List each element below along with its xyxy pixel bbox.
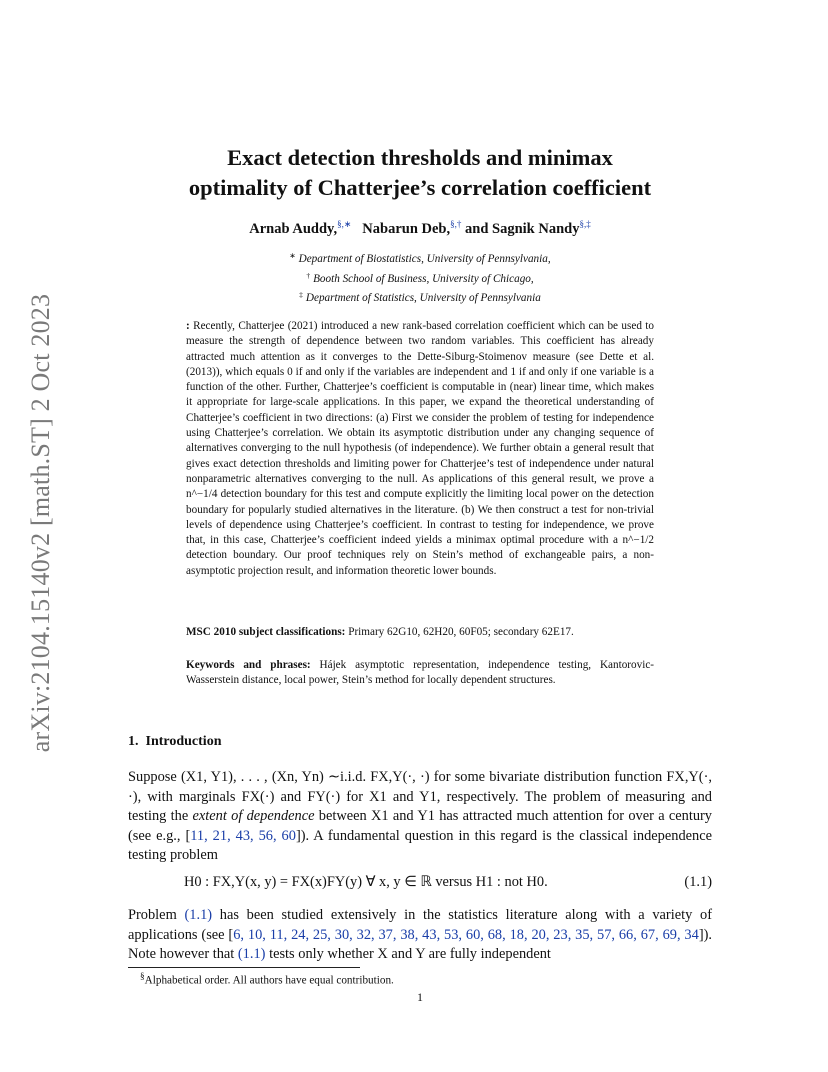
affiliation-2-text: Booth School of Business, University of Chicago,: [313, 272, 534, 285]
abstract-lead: :: [186, 320, 190, 332]
affiliation-3-text: Department of Statistics, University of Pennsylvania: [305, 292, 541, 304]
title-line-1: Exact detection thresholds and minimax: [227, 145, 613, 170]
footnote-divider: [128, 967, 360, 968]
affiliation-3: [200, 287, 640, 307]
arxiv-side-label: [22, 282, 60, 764]
affiliation-1-mark: ∗: [289, 251, 296, 260]
equation-ref-2[interactable]: (1.1): [237, 946, 266, 962]
paragraph-2-text-c: ]). Note however that: [128, 926, 712, 962]
page-number: 1: [417, 990, 423, 1004]
paragraph-2-text-b: has been studied extensively in the statistics literature along with a variety of applications (see [: [128, 907, 712, 943]
abstract-text: Recently, Chatterjee (2021) introduced a new rank-based correlation coefficient which can be used to measure the strength of dependence between two random variables. This coefficient has already attracted much attention as it converges to the Dette-Siburg-Stoimenov measure (see Dette et al. (2013)), which equals 0 if and only if the variables are independent and 1 if and only if one variable is a function of the other. Further, Chatterjee’s coefficient is computable in (near) linear time, which makes it appropriate for large-scale applications. In this paper, we expand the theoretical understanding of Chatterjee’s coefficient in two directions: (a) First we consider the problem of testing for independence using Chatterjee’s correlation. We obtain its asymptotic distribution under any changing sequence of alternatives converging to the null hypothesis (of independence). We further obtain a general result that gives exact detection thresholds and limiting power for Chatterjee’s test of independence under natural nonparametric alternatives converging to the null. As applications of this general result, we prove a n^−1/4 detection boundary for this test and compute explicitly the limiting local power on the detection boundary for popularly studied alternatives in the literature. (b) We then construct a test for non-trivial levels of dependence using Chatterjee’s coefficient. In contrast to testing for independence, we prove that, in this case, Chatterjee’s coefficient indeed yields a minimax optimal procedure with a n^−1/2 detection boundary. Our proof techniques rely on Stein’s method of exchangeable pairs, a non-asymptotic projection result, and information theoretic lower bounds.: [186, 320, 655, 577]
title-line-2: optimality of Chatterjee’s correlation coefficient: [188, 175, 652, 200]
footnote-mark: §: [140, 972, 145, 982]
author-2: Nabarun Deb,: [362, 221, 451, 237]
author-1: Arnab Auddy,: [249, 221, 338, 237]
author-list: [100, 219, 740, 238]
keywords: [186, 658, 654, 689]
paragraph-2-text-a: Problem: [128, 907, 185, 923]
paragraph-1-emphasis: extent of dependence: [192, 808, 315, 824]
paragraph-2-text-d: tests only whether X and Y are fully independent: [265, 946, 551, 962]
footnote-text: Alphabetical order. All authors have equal contribution.: [144, 974, 394, 987]
arxiv-identifier: arXiv:2104.15140v2 [math.ST] 2 Oct 2023: [26, 293, 55, 753]
msc-text: Primary 62G10, 62H20, 60F05; secondary 62E17.: [348, 626, 574, 638]
paragraph-1-text-b: between X1 and Y1 has attracted much attention for over a century (see e.g., [: [128, 808, 712, 844]
keywords-label: Keywords and phrases:: [186, 659, 311, 671]
section-title: Introduction: [145, 734, 222, 749]
author-2-marks[interactable]: §,†: [450, 219, 462, 229]
author-conjunction: and: [465, 221, 489, 237]
affiliation-1: [200, 248, 640, 268]
affiliation-1-text: Department of Biostatistics, University of Pennsylvania,: [298, 253, 551, 265]
author-3: Sagnik Nandy: [492, 221, 580, 237]
paragraph-1-text-c: ]). A fundamental question in this regard is the classical independence testing problem: [128, 827, 713, 863]
abstract: [186, 319, 654, 579]
equation-body: H0 : FX,Y(x, y) = FX(x)FY(y) ∀ x, y ∈ ℝ versus H1 : not H0.: [184, 874, 548, 890]
equation-number: (1.1): [684, 874, 712, 890]
footnote: [140, 972, 394, 987]
section-heading: [128, 734, 221, 750]
affiliation-3-mark: ‡: [299, 290, 303, 299]
intro-paragraph-1: [128, 768, 712, 866]
equation-1-1: [128, 874, 712, 894]
section-number: 1.: [128, 734, 139, 749]
author-1-marks[interactable]: §,∗: [337, 219, 352, 229]
affiliation-2: [200, 268, 640, 288]
affiliation-2-mark: †: [306, 270, 311, 280]
paragraph-1-citations[interactable]: 11, 21, 43, 56, 60: [190, 827, 296, 844]
msc-label: MSC 2010 subject classifications:: [186, 626, 346, 638]
msc-classifications: [186, 625, 654, 640]
keywords-text: Hájek asymptotic representation, independence testing, Kantorovic-Wasserstein distance, local power, Stein’s method for locally dependent structures.: [186, 659, 655, 687]
paper-title: [100, 143, 740, 203]
intro-paragraph-2: [128, 906, 712, 965]
author-3-marks[interactable]: §,‡: [579, 219, 591, 229]
affiliation-list: [200, 248, 640, 307]
paragraph-1-text-a: Suppose (X1, Y1), . . . , (Xn, Yn) ∼i.i.d. FX,Y(·, ·) for some bivariate distribution function FX,Y(·, ·), with marginals FX(·) and FY(·) for X1 and Y1, respectively. The problem of measuring and testing the: [128, 769, 712, 824]
paragraph-2-citations[interactable]: 6, 10, 11, 24, 25, 30, 32, 37, 38, 43, 53, 60, 68, 18, 20, 23, 35, 57, 66, 67, 69, 34: [233, 926, 699, 943]
equation-ref-1[interactable]: (1.1): [184, 907, 213, 923]
